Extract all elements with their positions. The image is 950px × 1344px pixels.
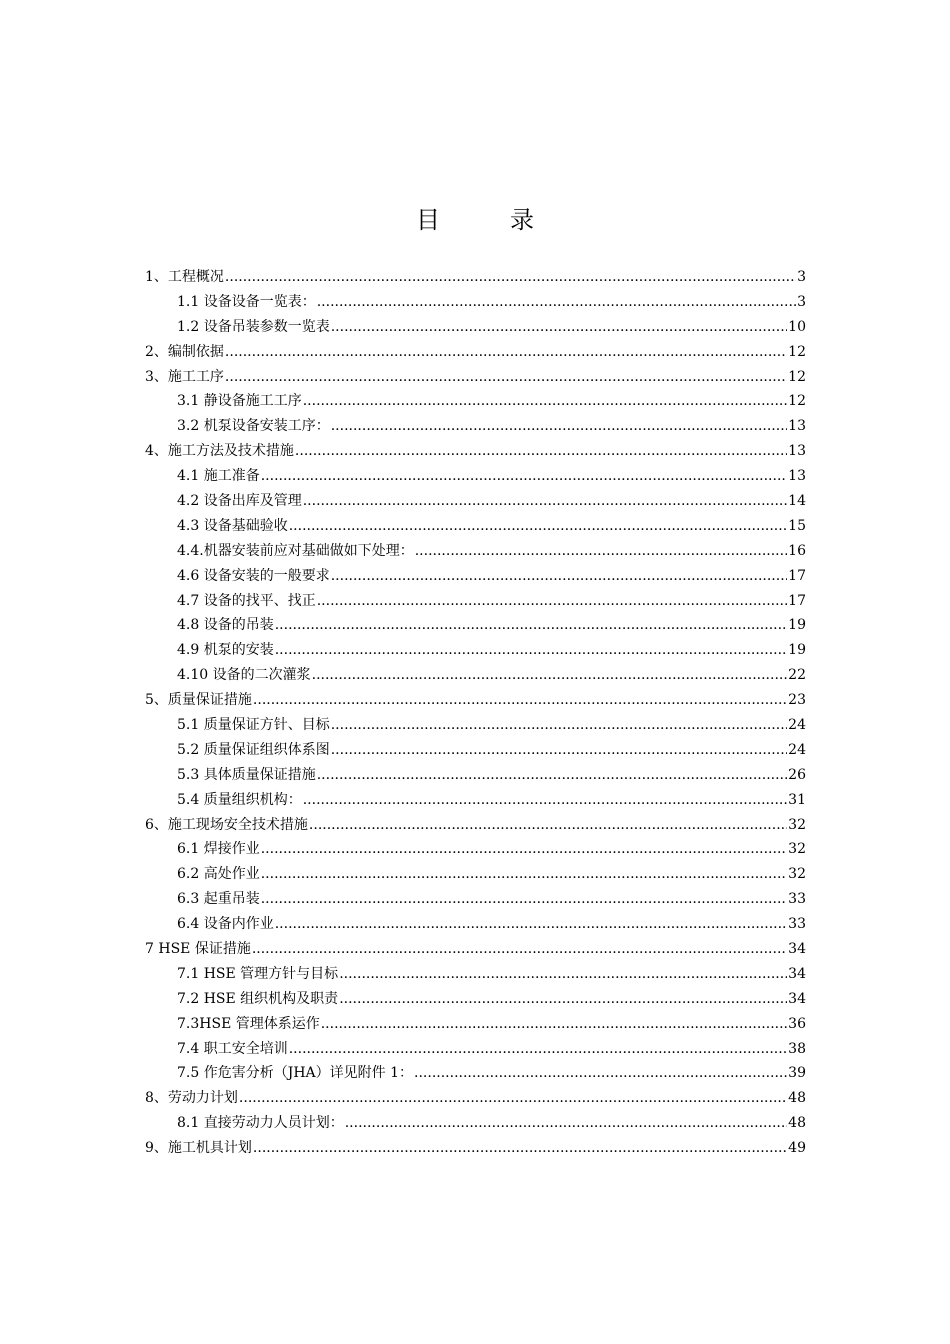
toc-leader-dots (331, 713, 787, 738)
toc-leader-dots (275, 613, 787, 638)
toc-entry[interactable] (145, 265, 806, 290)
toc-leader-dots (225, 340, 787, 365)
toc-entry-page-number: 19 (788, 617, 806, 634)
toc-entry[interactable] (145, 315, 806, 340)
toc-entry-page-number: 48 (788, 1115, 806, 1132)
toc-entry-page-number: 13 (788, 468, 806, 485)
toc-entry-label: 4.4.机器安装前应对基础做如下处理： (177, 542, 414, 559)
toc-entry-page-number: 22 (788, 667, 806, 684)
toc-entry-page-number: 49 (788, 1140, 806, 1157)
toc-entry-label: 4、施工方法及技术措施 (145, 443, 294, 460)
toc-leader-dots (331, 414, 787, 439)
toc-leader-dots (415, 539, 787, 564)
toc-entry[interactable] (145, 290, 806, 315)
toc-entry[interactable] (145, 862, 806, 887)
toc-entry-page-number: 39 (788, 1065, 806, 1082)
toc-entry-label: 4.9 机泵的安装 (177, 642, 274, 659)
toc-entry-label: 5.3 具体质量保证措施 (177, 766, 316, 783)
toc-entry-page-number: 17 (788, 592, 806, 609)
toc-entry-page-number: 38 (788, 1040, 806, 1057)
toc-leader-dots (261, 464, 787, 489)
toc-entry[interactable] (145, 837, 806, 862)
toc-leader-dots (309, 813, 787, 838)
toc-entry[interactable] (145, 414, 806, 439)
toc-entry-label: 2、编制依据 (145, 343, 224, 360)
toc-entry[interactable] (145, 439, 806, 464)
toc-entry-page-number: 3 (797, 268, 806, 285)
toc-leader-dots (275, 638, 787, 663)
toc-entry-label: 4.8 设备的吊装 (177, 617, 274, 634)
toc-entry-page-number: 12 (788, 343, 806, 360)
toc-entry[interactable] (145, 489, 806, 514)
toc-leader-dots (261, 887, 787, 912)
toc-leader-dots (289, 1037, 787, 1062)
toc-leader-dots (331, 564, 787, 589)
toc-leader-dots (303, 489, 787, 514)
toc-leader-dots (295, 439, 787, 464)
toc-entry-label: 1、工程概况 (145, 268, 224, 285)
toc-entry-page-number: 12 (788, 368, 806, 385)
toc-entry-page-number: 12 (788, 393, 806, 410)
toc-entry-label: 4.7 设备的找平、找正 (177, 592, 316, 609)
toc-leader-dots (252, 937, 787, 962)
toc-entry[interactable] (145, 464, 806, 489)
toc-leader-dots (275, 912, 787, 937)
toc-entry-label: 7.5 作危害分析（JHA）详见附件 1： (177, 1065, 414, 1082)
toc-entry[interactable] (145, 912, 806, 937)
toc-entry-page-number: 19 (788, 642, 806, 659)
toc-entry-label: 7.2 HSE 组织机构及职责 (177, 990, 339, 1007)
toc-entry-label: 7.4 职工安全培训 (177, 1040, 288, 1057)
toc-entry[interactable] (145, 763, 806, 788)
toc-entry[interactable] (145, 962, 806, 987)
toc-entry-page-number: 33 (788, 891, 806, 908)
toc-leader-dots (331, 738, 787, 763)
toc-entry[interactable] (145, 1062, 806, 1087)
toc-entry-label: 1.1 设备设备一览表： (177, 293, 316, 310)
toc-entry-label: 4.10 设备的二次灌浆 (177, 667, 311, 684)
toc-entry[interactable] (145, 713, 806, 738)
toc-entry-page-number: 10 (788, 318, 806, 335)
toc-entry-label: 5.2 质量保证组织体系图 (177, 741, 330, 758)
toc-leader-dots (345, 1111, 787, 1136)
toc-entry[interactable] (145, 1037, 806, 1062)
toc-entry-page-number: 48 (788, 1090, 806, 1107)
toc-entry-page-number: 24 (788, 717, 806, 734)
toc-entry-page-number: 32 (788, 866, 806, 883)
toc-entry[interactable] (145, 987, 806, 1012)
toc-entry-label: 8.1 直接劳动力人员计划： (177, 1115, 344, 1132)
toc-entry-page-number: 13 (788, 443, 806, 460)
toc-entry-page-number: 15 (788, 517, 806, 534)
toc-entry[interactable] (145, 663, 806, 688)
toc-leader-dots (321, 1012, 787, 1037)
toc-entry-label: 6.1 焊接作业 (177, 841, 260, 858)
toc-entry-label: 4.1 施工准备 (177, 468, 260, 485)
toc-heading-char-1: 目 (416, 206, 440, 234)
toc-entry-page-number: 24 (788, 741, 806, 758)
toc-entry-label: 7 HSE 保证措施 (145, 941, 251, 958)
toc-entry-label: 1.2 设备吊装参数一览表 (177, 318, 330, 335)
toc-leader-dots (289, 514, 787, 539)
toc-leader-dots (261, 837, 787, 862)
toc-entry-page-number: 3 (797, 293, 806, 310)
toc-entry-label: 7.3HSE 管理体系运作 (177, 1015, 320, 1032)
toc-entry[interactable] (145, 1136, 806, 1161)
toc-entry[interactable] (145, 738, 806, 763)
toc-entry-label: 6.3 起重吊装 (177, 891, 260, 908)
toc-entry-page-number: 13 (788, 418, 806, 435)
toc-entry-page-number: 33 (788, 916, 806, 933)
toc-entry-label: 4.6 设备安装的一般要求 (177, 567, 330, 584)
toc-leader-dots (261, 862, 787, 887)
toc-leader-dots (253, 688, 787, 713)
toc-entry[interactable] (145, 514, 806, 539)
toc-entry-label: 8、劳动力计划 (145, 1090, 238, 1107)
toc-entry-page-number: 23 (788, 692, 806, 709)
toc-entry[interactable] (145, 564, 806, 589)
toc-entry-page-number: 14 (788, 493, 806, 509)
toc-leader-dots (312, 663, 788, 688)
toc-entry[interactable] (145, 613, 806, 638)
toc-entry-page-number: 26 (788, 766, 806, 783)
toc-entry-page-number: 31 (788, 791, 806, 808)
toc-heading-char-2: 录 (510, 206, 534, 234)
toc-entry-label: 9、施工机具计划 (145, 1140, 252, 1157)
toc-entry[interactable] (145, 813, 806, 838)
toc-entry-label: 7.1 HSE 管理方针与目标 (177, 965, 339, 982)
toc-entry[interactable] (145, 937, 806, 962)
toc-entry-label: 5.1 质量保证方针、目标 (177, 717, 330, 734)
toc-entry[interactable] (145, 887, 806, 912)
toc-heading (0, 200, 950, 235)
toc-entry-label: 4.3 设备基础验收 (177, 517, 288, 534)
toc-entry-label: 6.4 设备内作业 (177, 916, 274, 933)
toc-entry-page-number: 36 (788, 1015, 806, 1032)
toc-entry-page-number: 34 (788, 941, 806, 958)
toc-leader-dots (303, 389, 787, 414)
toc-entry-label: 5、质量保证措施 (145, 692, 252, 709)
toc-entry[interactable] (145, 340, 806, 365)
toc-leader-dots (339, 987, 787, 1012)
toc-entry-label: 3、施工工序 (145, 368, 224, 385)
toc-entry-label: 4.2 设备出库及管理 (177, 493, 302, 509)
toc-list (145, 265, 806, 1161)
toc-entry-page-number: 32 (788, 816, 806, 833)
toc-entry-page-number: 16 (788, 542, 806, 559)
toc-entry-page-number: 34 (788, 965, 806, 982)
toc-entry-page-number: 34 (788, 990, 806, 1007)
toc-entry-page-number: 17 (788, 567, 806, 584)
toc-leader-dots (253, 1136, 787, 1161)
toc-leader-dots (317, 589, 787, 614)
toc-entry[interactable] (145, 1086, 806, 1111)
toc-leader-dots (339, 962, 787, 987)
toc-entry[interactable] (145, 1012, 806, 1037)
toc-entry[interactable] (145, 1111, 806, 1136)
toc-entry-label: 6.2 高处作业 (177, 866, 260, 883)
toc-entry-label: 3.1 静设备施工工序 (177, 393, 302, 410)
toc-entry-page-number: 32 (788, 841, 806, 858)
toc-entry[interactable] (145, 638, 806, 663)
toc-entry[interactable] (145, 788, 806, 813)
toc-entry-label: 5.4 质量组织机构： (177, 791, 302, 808)
toc-entry[interactable] (145, 589, 806, 614)
toc-leader-dots (331, 315, 787, 340)
toc-leader-dots (317, 763, 787, 788)
toc-entry[interactable] (145, 389, 806, 414)
toc-leader-dots (225, 265, 796, 290)
toc-entry[interactable] (145, 539, 806, 564)
toc-leader-dots (414, 1061, 787, 1086)
toc-leader-dots (239, 1086, 787, 1111)
toc-entry-label: 3.2 机泵设备安装工序： (177, 418, 330, 435)
toc-entry[interactable] (145, 365, 806, 390)
toc-entry-label: 6、施工现场安全技术措施 (145, 816, 308, 833)
toc-leader-dots (303, 788, 787, 813)
toc-leader-dots (317, 290, 796, 315)
toc-entry[interactable] (145, 688, 806, 713)
toc-leader-dots (225, 365, 787, 390)
